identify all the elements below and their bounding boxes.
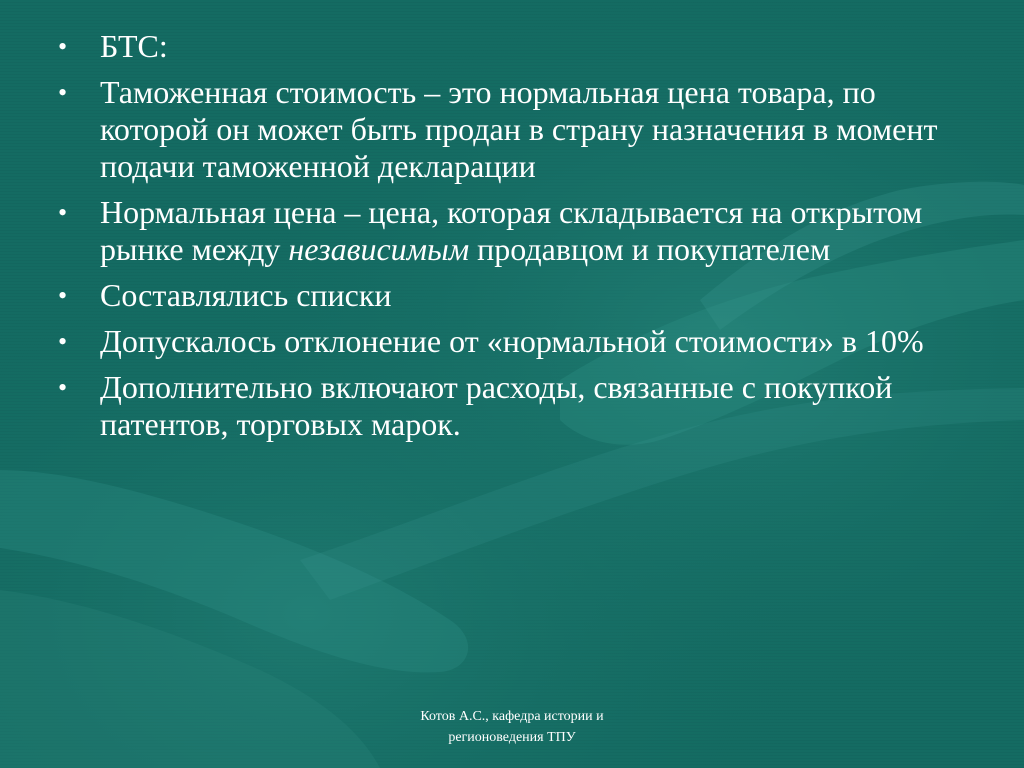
bullet-text: Составлялись списки: [100, 277, 392, 313]
bullet-item: [58, 323, 958, 360]
bullet-dot-icon: •: [58, 78, 68, 107]
bullet-item: [58, 28, 958, 65]
bullet-text: БТС:: [100, 28, 168, 64]
bullet-text-emphasis: независимым: [288, 231, 470, 267]
bullet-text: Таможенная стоимость – это нормальная цена товара, по которой он может быть продан в страну назначения в момент подачи таможенной декларации: [100, 74, 938, 184]
bullet-list: [58, 28, 958, 443]
bullet-text: Дополнительно включают расходы, связанные с покупкой патентов, торговых марок.: [100, 369, 893, 442]
bullet-dot-icon: •: [58, 281, 68, 310]
bullet-item: [58, 369, 958, 443]
bullet-dot-icon: •: [58, 198, 68, 227]
footer-line-2: регионоведения ТПУ: [448, 730, 576, 745]
bullet-text: Допускалось отклонение от «нормальной стоимости» в 10%: [100, 323, 924, 359]
footer-line-1: Котов А.С., кафедра истории и: [420, 709, 604, 724]
bullet-text-before: Нормальная цена – цена, которая складывается на открытом рынке между: [100, 194, 923, 267]
bullet-item: [58, 194, 958, 268]
bullet-dot-icon: •: [58, 373, 68, 402]
bullet-text-after: продавцом и покупателем: [469, 231, 831, 267]
bullet-item: [58, 277, 958, 314]
bullet-dot-icon: •: [58, 32, 68, 61]
slide-content: [58, 28, 958, 452]
bullet-dot-icon: •: [58, 327, 68, 356]
slide-footer: [362, 706, 662, 748]
bullet-item: [58, 74, 958, 185]
